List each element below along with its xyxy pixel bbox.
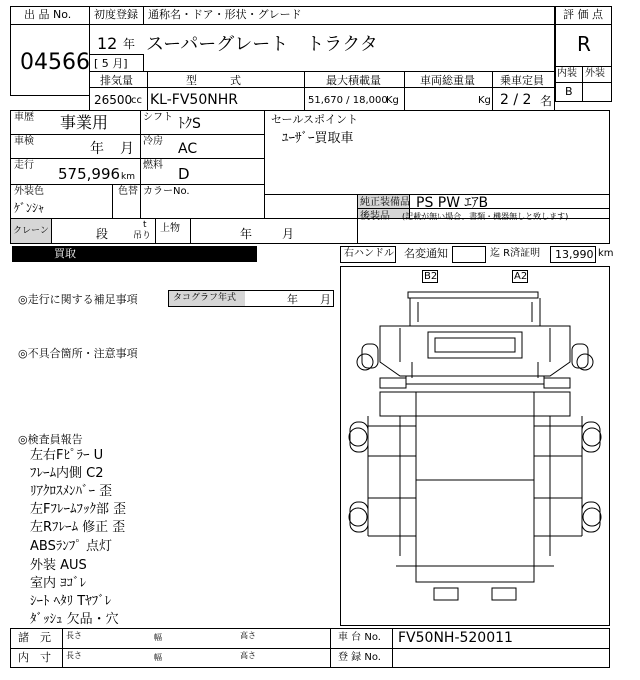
interior-label: 内装 bbox=[557, 68, 577, 79]
mileage-value: 575,996 bbox=[58, 165, 121, 183]
rating-label: 評 価 点 bbox=[563, 8, 603, 21]
crane-lift: 吊り bbox=[133, 231, 152, 241]
shift-label: シフト bbox=[143, 112, 173, 123]
equipment-value: PS PW ｴｱB bbox=[416, 195, 489, 211]
reg-year-unit: 年 bbox=[123, 37, 136, 51]
buy-banner bbox=[12, 246, 257, 262]
sales-point-label: セールスポイント bbox=[271, 113, 359, 126]
tachograph-label: タコグラフ年式 bbox=[173, 293, 237, 303]
inspector-note: 外装 AUS bbox=[30, 558, 87, 573]
displacement-unit: cc bbox=[131, 95, 142, 106]
tachograph-month: 月 bbox=[320, 293, 331, 306]
first-registration-label: 初度登録 bbox=[94, 8, 138, 21]
a2-label: A2 bbox=[514, 271, 528, 282]
interior-grade: B bbox=[565, 85, 573, 98]
crane-stage: 段 bbox=[96, 227, 109, 241]
tachograph-year: 年 bbox=[287, 293, 298, 306]
mileage-unit: km bbox=[121, 172, 135, 182]
inspection-year: 年 bbox=[90, 141, 104, 157]
model-label: 型 式 bbox=[186, 74, 241, 87]
aftermarket-note: (記載が無い場合、書類・機器無しと致します) bbox=[402, 212, 569, 221]
lot-number: 04566 bbox=[20, 50, 90, 75]
upper-body-year: 年 bbox=[240, 227, 253, 241]
buy-label: 買取 bbox=[54, 247, 76, 260]
mileage-status: 迄 R済証明 bbox=[490, 248, 541, 259]
max-load-label: 最大積載量 bbox=[326, 74, 381, 87]
max-load-value: 51,670 / 18,000 bbox=[308, 95, 388, 106]
mileage-label: 走行 bbox=[14, 160, 34, 171]
name-change-label: 名変通知 bbox=[404, 247, 448, 260]
inspector-note: ABSﾗﾝﾌﾟ 点灯 bbox=[30, 539, 112, 554]
seat-capacity-unit: 名 bbox=[540, 94, 553, 108]
ac-value: AC bbox=[178, 141, 198, 157]
fuel-label: 燃料 bbox=[143, 160, 163, 171]
crane-ton: t bbox=[143, 220, 147, 230]
displacement-value: 26500 bbox=[94, 93, 133, 107]
dims-label: 内 寸 bbox=[18, 651, 51, 664]
width-label: 幅 bbox=[154, 653, 162, 662]
length-label: 長さ bbox=[66, 631, 82, 640]
rhd-label: 右ハンドル bbox=[344, 248, 394, 259]
car-name: スーパーグレート トラクタ bbox=[146, 34, 378, 55]
name-change-box bbox=[452, 246, 486, 263]
aftermarket-label: 後装品 bbox=[360, 211, 390, 222]
color-code-label: カラーNo. bbox=[143, 186, 190, 197]
fuel-value: D bbox=[178, 165, 190, 183]
sales-point-value: ﾕｰｻﾞｰ買取車 bbox=[282, 131, 354, 146]
upper-body-month: 月 bbox=[282, 227, 295, 241]
color-change-label: 色替 bbox=[118, 186, 138, 197]
b2-label: B2 bbox=[424, 271, 438, 282]
inspector-note: ﾘｱｸﾛｽﾒﾝﾊﾞｰ 歪 bbox=[30, 484, 113, 499]
lot-number-label: 出 品 No. bbox=[24, 8, 72, 21]
proof-km-unit: km bbox=[598, 248, 614, 259]
inspector-note: 室内 ﾖｺﾞﾚ bbox=[30, 576, 87, 591]
reg-month: [ 5 月] bbox=[94, 57, 128, 70]
gvw-label: 車両総重量 bbox=[420, 74, 475, 87]
inspector-note: ｼｰﾄ ﾍﾀﾘ Tﾔﾌﾞﾚ bbox=[30, 594, 112, 609]
chassis-label: 車 台 No. bbox=[338, 632, 381, 643]
crane-label: クレーン bbox=[13, 226, 49, 236]
seat-capacity-label: 乗車定員 bbox=[500, 74, 544, 87]
shift-value: ﾄｸS bbox=[178, 116, 201, 132]
history-value: 事業用 bbox=[60, 113, 109, 132]
rating-score: R bbox=[577, 32, 591, 56]
history-label: 車歴 bbox=[14, 112, 34, 123]
displacement-label: 排気量 bbox=[100, 74, 133, 87]
equipment-label: 純正装備品 bbox=[360, 197, 410, 208]
inspection-month: 月 bbox=[120, 141, 134, 157]
chassis-number: FV50NH-520011 bbox=[398, 630, 513, 646]
length-label: 長さ bbox=[66, 651, 82, 660]
car-name-label: 通称名・ドア・形状・グレード bbox=[148, 8, 302, 21]
inspector-note: 左Rﾌﾚｰﾑ 修正 歪 bbox=[30, 520, 126, 535]
driving-notes-title: ◎走行に関する補足事項 bbox=[18, 293, 138, 306]
inspector-note: 左右Fﾋﾟﾗｰ U bbox=[30, 448, 104, 463]
upper-body-label: 上物 bbox=[160, 223, 180, 234]
registration-label: 登 録 No. bbox=[338, 652, 381, 663]
height-label: 高さ bbox=[240, 631, 256, 640]
defects-title: ◎不具合箇所・注意事項 bbox=[18, 347, 138, 360]
inspector-note: 左Fﾌﾚｰﾑﾌｯｸ部 歪 bbox=[30, 502, 127, 517]
model-value: KL-FV50NHR bbox=[150, 92, 238, 108]
seat-capacity-value: 2 / 2 bbox=[500, 92, 532, 108]
height-label: 高さ bbox=[240, 651, 256, 660]
inspector-note: ﾀﾞｯｼｭ 欠品・穴 bbox=[30, 612, 119, 627]
color-label: 外装色 bbox=[14, 186, 44, 197]
spec-label: 諸 元 bbox=[18, 631, 51, 644]
inspector-report-title: ◎検査員報告 bbox=[18, 433, 83, 446]
color-value: ｹﾞﾝｼｬ bbox=[14, 201, 45, 215]
inspection-label: 車検 bbox=[14, 136, 34, 147]
inspector-note: ﾌﾚｰﾑ内側 C2 bbox=[30, 466, 104, 481]
gvw-unit: Kg bbox=[478, 95, 491, 106]
exterior-label: 外装 bbox=[585, 68, 605, 79]
reg-year: 12 bbox=[97, 34, 118, 53]
max-load-unit: Kg bbox=[386, 95, 399, 106]
width-label: 幅 bbox=[154, 633, 162, 642]
truck-diagram bbox=[340, 266, 610, 626]
ac-label: 冷房 bbox=[143, 136, 163, 147]
proof-km: 13,990 bbox=[555, 248, 594, 261]
